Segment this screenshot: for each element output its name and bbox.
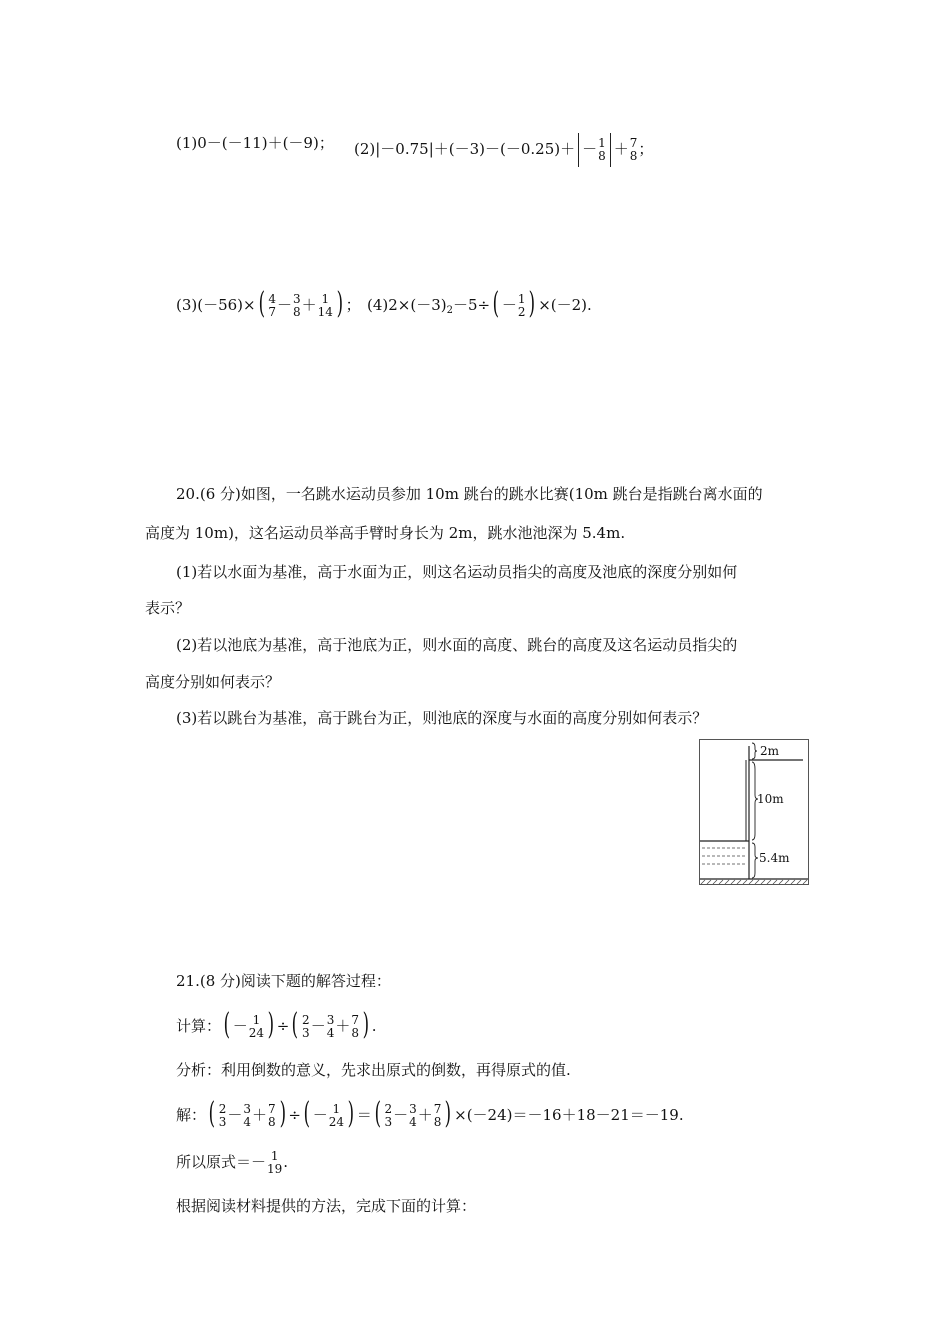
abs-bar-left — [578, 133, 579, 167]
diving-platform-figure — [699, 739, 809, 885]
fraction: 4 7 — [268, 292, 276, 319]
fraction: 3 4 — [326, 1013, 335, 1040]
fraction: 1 24 — [328, 1102, 344, 1129]
q21-result: 所以原式＝－ 1 19 . — [176, 1149, 289, 1176]
q21-title: 21.(8 分)阅读下题的解答过程： — [176, 972, 391, 990]
fraction: 1 24 — [248, 1013, 265, 1040]
svg-text:5.4m: 5.4m — [759, 851, 790, 865]
fraction: 3 4 — [243, 1102, 252, 1129]
q20-sub2b: 高度分别如何表示？ — [145, 673, 281, 691]
q20-sub1a: (1)若以水面为基准，高于水面为正，则这名运动员指尖的高度及池底的深度分别如何 — [176, 563, 738, 581]
fraction: 1 14 — [317, 292, 333, 319]
fraction: 1 2 — [517, 292, 526, 319]
q20-sub3: (3)若以跳台为基准，高于跳台为正，则池底的深度与水面的高度分别如何表示？ — [176, 709, 708, 727]
fraction: 7 8 — [351, 1013, 359, 1040]
q19-p4: $(4)2\times(-3)_2-5\div$( － 1 2 ) ×(－2). — [367, 286, 592, 321]
fraction: 3 4 — [409, 1102, 417, 1129]
fraction: 7 8 — [268, 1102, 276, 1129]
fraction: 2 3 — [302, 1013, 310, 1040]
q20-sub2a: (2)若以池底为基准，高于池底为正，则水面的高度、跳台的高度及这名运动员指尖的 — [176, 636, 738, 654]
fraction: 7 8 — [629, 136, 638, 163]
fraction: 3 8 — [292, 292, 301, 319]
fraction: 1 19 — [267, 1149, 283, 1176]
fraction: 2 3 — [218, 1102, 227, 1129]
q19-p2: (2)|－0.75|＋(－3)－(－0.25)＋ － 1 8 ＋ 7 8 ； — [354, 133, 653, 167]
q21-calc: 计算：( － 1 24 ) ÷( 2 3 － 3 4 ＋ 7 8 ) . — [176, 1007, 377, 1042]
q20-line2: 高度为 10m)，这名运动员举高手臂时身长为 2m，跳水池池深为 5.4m. — [145, 524, 626, 542]
abs-bar-right — [610, 133, 611, 167]
q21-solution: 解：( 2 3 － 3 4 ＋ 7 8 ) ÷( － 1 24 ) ＝( 2 3 － 3 4 ＋ 7 8 ) ×(－24)＝－16＋18－21＝－19. — [176, 1096, 684, 1131]
q21-instruction: 根据阅读材料提供的方法，完成下面的计算： — [176, 1197, 477, 1215]
svg-text:10m: 10m — [757, 792, 784, 806]
q20-sub1b: 表示？ — [145, 599, 191, 617]
q19-p1: (1)0－(－11)＋(－9)； — [176, 134, 334, 152]
svg-text:2m: 2m — [760, 744, 780, 758]
fraction: 1 8 — [598, 136, 606, 163]
q21-analysis: 分析：利用倒数的意义，先求出原式的倒数，再得原式的值. — [176, 1061, 571, 1079]
q20-line1: 20.(6 分)如图，一名跳水运动员参加 10m 跳台的跳水比赛(10m 跳台是指跳台离水面的 — [176, 485, 763, 503]
fraction: 7 8 — [433, 1102, 442, 1129]
q19-p3: (3)(－56)×( 4 7 － 3 8 ＋ 1 14 ) ； — [176, 286, 361, 321]
fraction: 2 3 — [384, 1102, 393, 1129]
